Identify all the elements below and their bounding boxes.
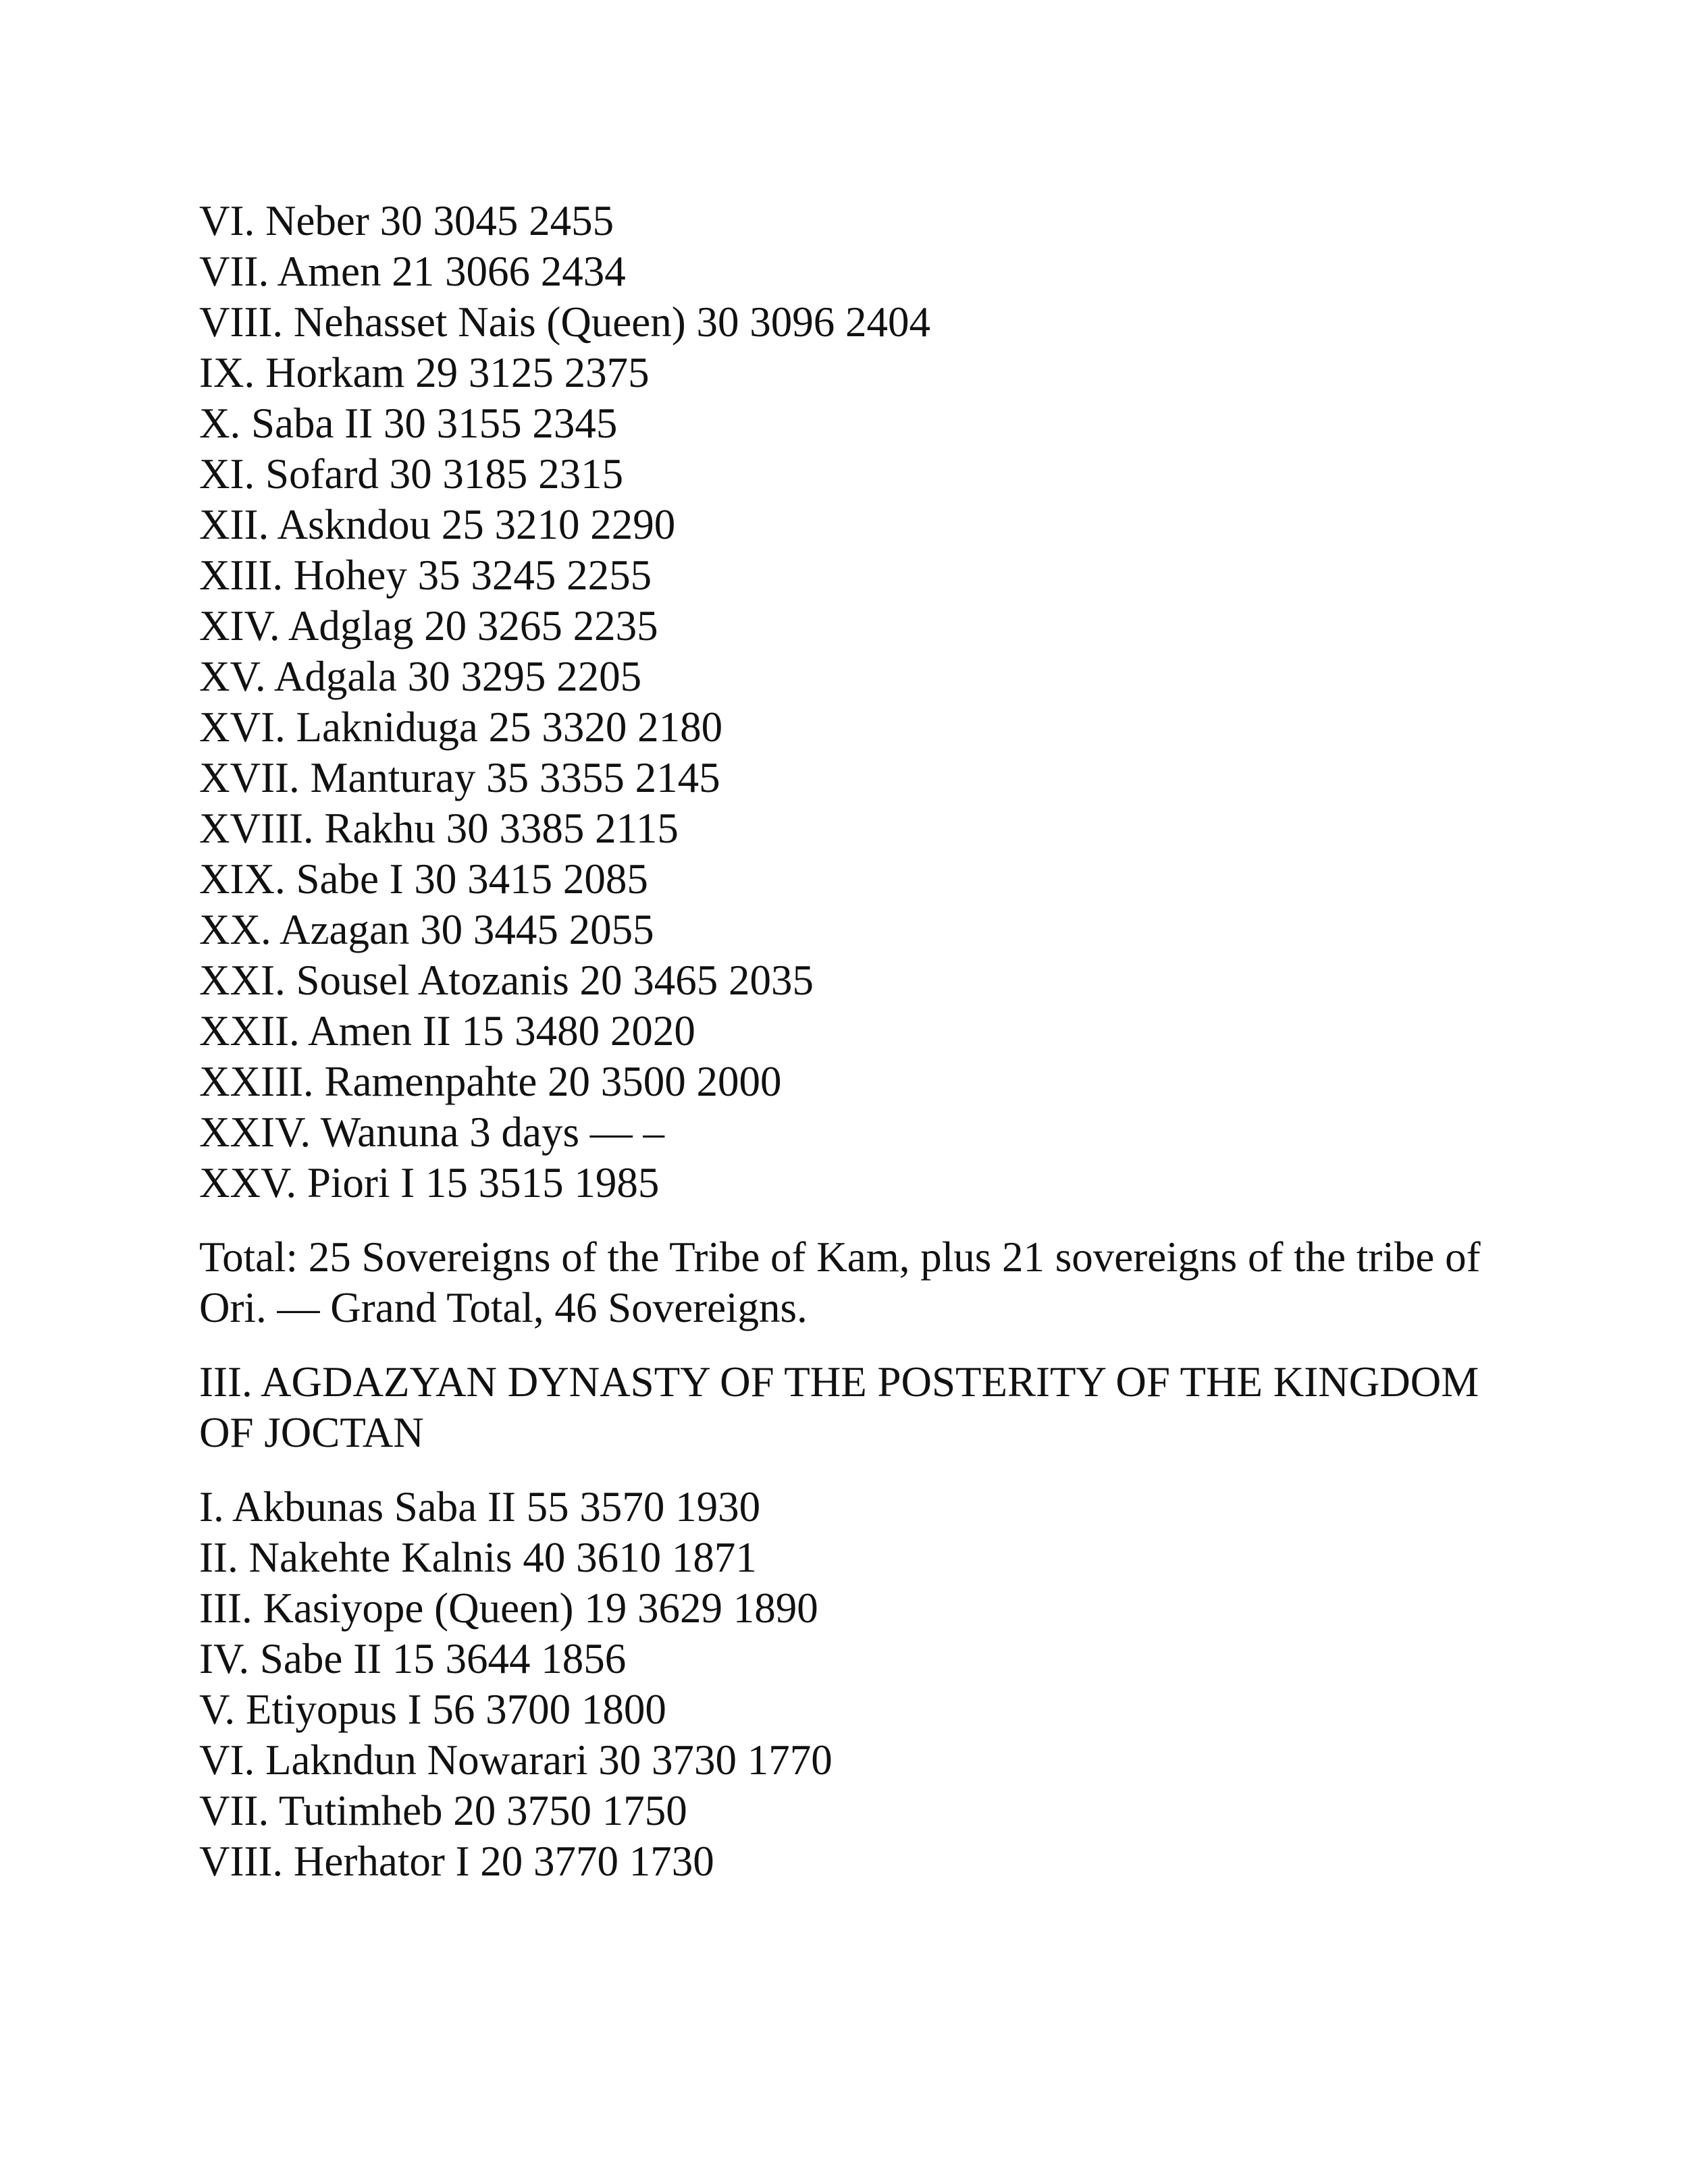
kam-sovereign-list xyxy=(199,196,1523,1208)
list-item: XXI. Sousel Atozanis 20 3465 2035 xyxy=(199,957,814,1004)
list-item: IV. Sabe II 15 3644 1856 xyxy=(199,1635,627,1682)
list-item: VIII. Nehasset Nais (Queen) 30 3096 2404 xyxy=(199,298,930,346)
list-item: VII. Tutimheb 20 3750 1750 xyxy=(199,1787,687,1834)
list-item: XII. Askndou 25 3210 2290 xyxy=(199,501,676,548)
list-item: XIII. Hohey 35 3245 2255 xyxy=(199,552,652,599)
list-item: VIII. Herhator I 20 3770 1730 xyxy=(199,1838,714,1885)
list-item: IX. Horkam 29 3125 2375 xyxy=(199,349,650,396)
list-item: X. Saba II 30 3155 2345 xyxy=(199,400,618,447)
list-item: XIV. Adglag 20 3265 2235 xyxy=(199,602,658,649)
list-item: XI. Sofard 30 3185 2315 xyxy=(199,450,624,498)
list-item: XVI. Lakniduga 25 3320 2180 xyxy=(199,703,723,751)
list-item: XXIV. Wanuna 3 days — – xyxy=(199,1109,665,1156)
list-item: XXII. Amen II 15 3480 2020 xyxy=(199,1007,695,1055)
section-heading: III. AGDAZYAN DYNASTY OF THE POSTERITY OF THE KINGDOM OF JOCTAN xyxy=(199,1358,1479,1456)
list-item: VII. Amen 21 3066 2434 xyxy=(199,248,626,295)
list-item: XV. Adgala 30 3295 2205 xyxy=(199,653,642,700)
spacer xyxy=(199,1333,1523,1357)
list-item: XVII. Manturay 35 3355 2145 xyxy=(199,754,720,801)
total-paragraph: Total: 25 Sovereigns of the Tribe of Kam, plus 21 sovereigns of the tribe of Ori. — Grand Total, 46 Sovereigns. xyxy=(199,1233,1481,1331)
spacer xyxy=(199,1208,1523,1232)
list-item: VI. Neber 30 3045 2455 xyxy=(199,197,614,244)
list-item: I. Akbunas Saba II 55 3570 1930 xyxy=(199,1483,761,1530)
spacer xyxy=(199,1458,1523,1482)
list-item: XXIII. Ramenpahte 20 3500 2000 xyxy=(199,1058,782,1105)
list-item: XIX. Sabe I 30 3415 2085 xyxy=(199,855,648,903)
list-item: III. Kasiyope (Queen) 19 3629 1890 xyxy=(199,1584,818,1632)
agdazyan-sovereign-list xyxy=(199,1482,1523,1887)
list-item: XXV. Piori I 15 3515 1985 xyxy=(199,1159,660,1206)
document-page xyxy=(199,196,1523,1887)
list-item: XX. Azagan 30 3445 2055 xyxy=(199,906,654,953)
list-item: II. Nakehte Kalnis 40 3610 1871 xyxy=(199,1534,757,1581)
list-item: XVIII. Rakhu 30 3385 2115 xyxy=(199,805,679,852)
list-item: V. Etiyopus I 56 3700 1800 xyxy=(199,1686,666,1733)
list-item: VI. Lakndun Nowarari 30 3730 1770 xyxy=(199,1736,833,1784)
